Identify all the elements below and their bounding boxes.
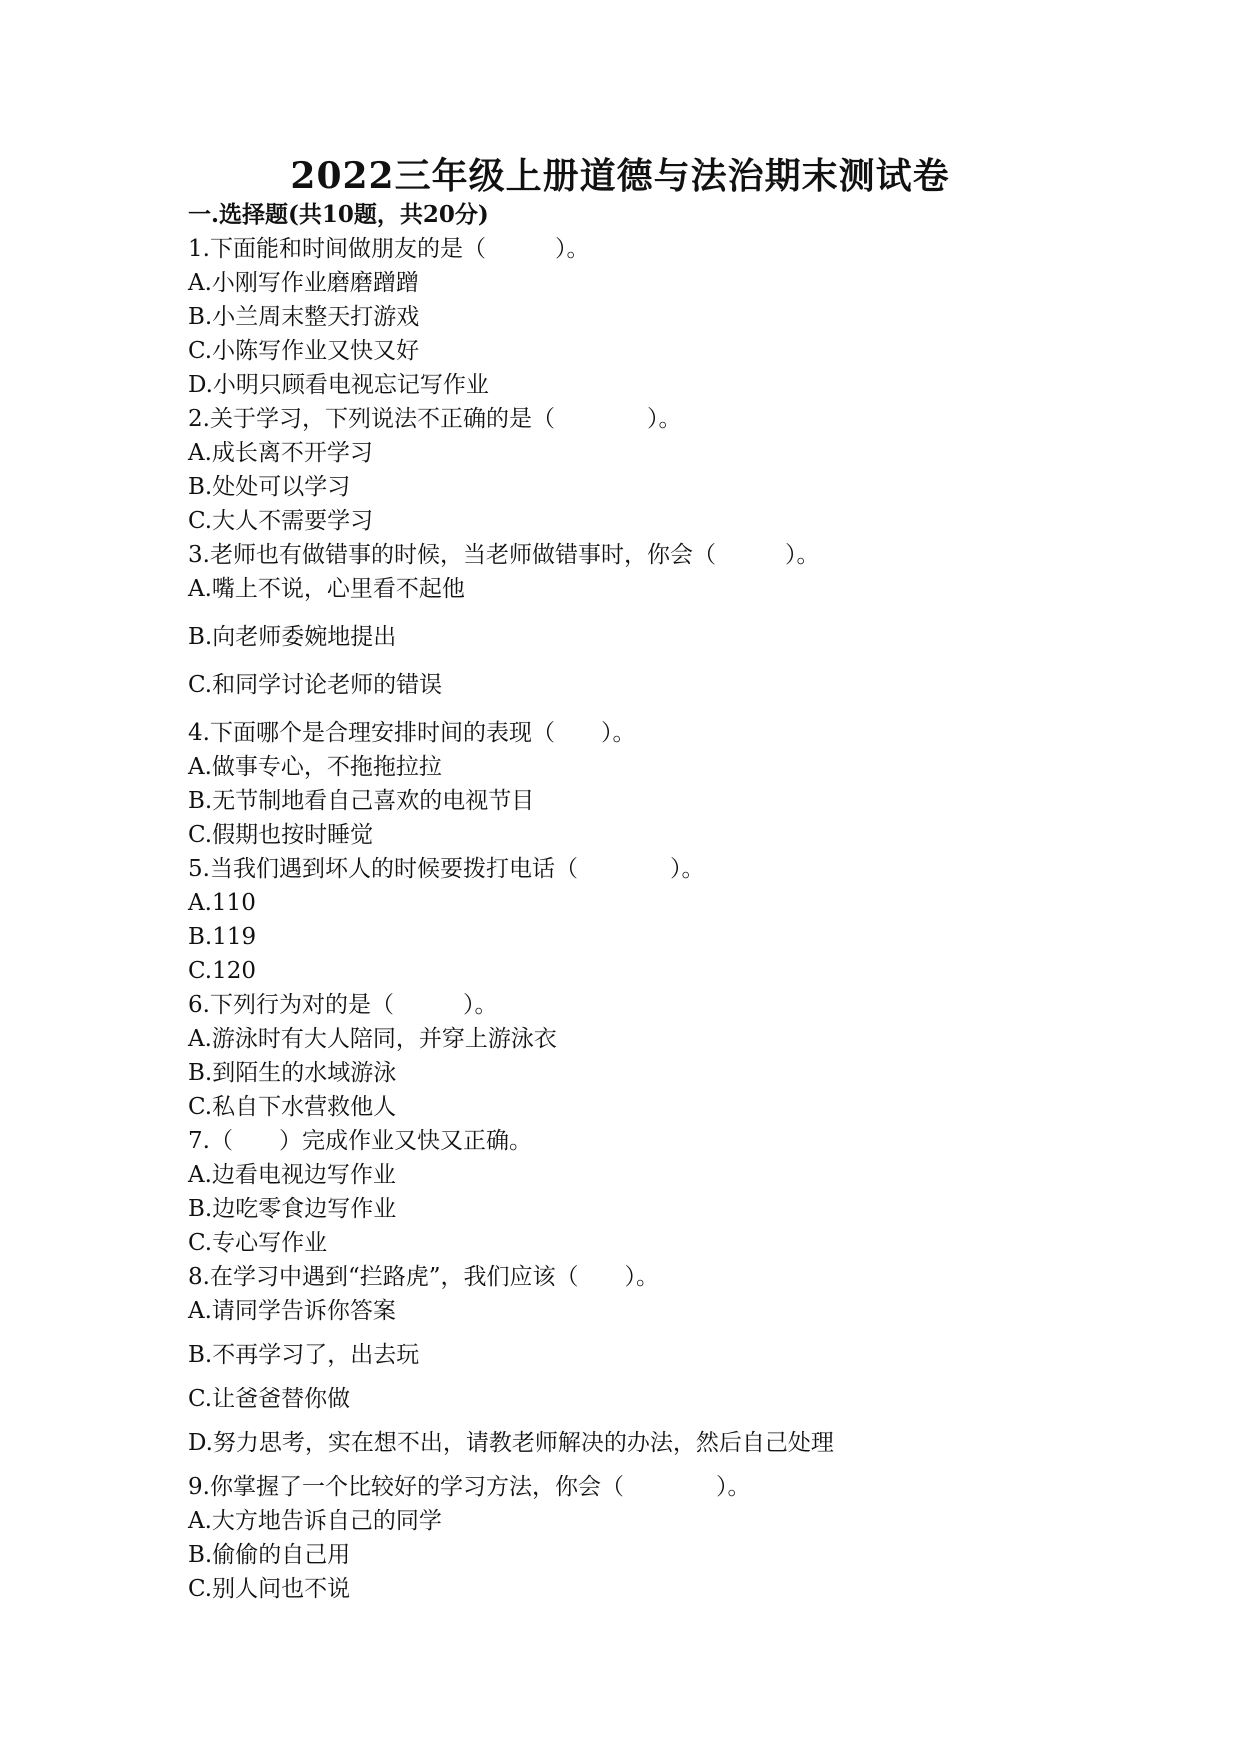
question-stem: 2.关于学习，下列说法不正确的是（ ）。	[188, 406, 682, 432]
question-stem: 7.（ ）完成作业又快又正确。	[188, 1128, 532, 1154]
exam-title: 2022三年级上册道德与法治期末测试卷	[290, 155, 950, 197]
answer-option: A.110	[188, 890, 256, 916]
question-stem: 9.你掌握了一个比较好的学习方法，你会（ ）。	[188, 1474, 751, 1500]
answer-option: A.大方地告诉自己的同学	[188, 1508, 442, 1534]
answer-option: C.假期也按时睡觉	[188, 822, 374, 848]
answer-option: C.私自下水营救他人	[188, 1094, 397, 1120]
answer-option: C.和同学讨论老师的错误	[188, 672, 443, 698]
answer-option: A.边看电视边写作业	[188, 1162, 396, 1188]
answer-option: B.无节制地看自己喜欢的电视节目	[188, 788, 535, 814]
answer-option: C.专心写作业	[188, 1230, 328, 1256]
answer-option: A.做事专心，不拖拖拉拉	[188, 754, 442, 780]
section-heading: 一.选择题(共10题，共20分)	[188, 201, 489, 228]
answer-option: B.偷偷的自己用	[188, 1542, 351, 1568]
question-stem: 5.当我们遇到坏人的时候要拨打电话（ ）。	[188, 856, 705, 882]
answer-option: D.小明只顾看电视忘记写作业	[188, 372, 489, 398]
answer-option: A.小刚写作业磨磨蹭蹭	[188, 270, 419, 296]
answer-option: B.处处可以学习	[188, 474, 351, 500]
answer-option: B.119	[188, 924, 257, 950]
question-stem: 4.下面哪个是合理安排时间的表现（ ）。	[188, 720, 636, 746]
answer-option: C.让爸爸替你做	[188, 1386, 351, 1412]
answer-option: A.成长离不开学习	[188, 440, 373, 466]
question-stem: 3.老师也有做错事的时候，当老师做错事时，你会（ ）。	[188, 542, 820, 568]
answer-option: C.120	[188, 958, 256, 984]
answer-option: A.请同学告诉你答案	[188, 1298, 396, 1324]
answer-option: B.小兰周末整天打游戏	[188, 304, 420, 330]
exam-content	[188, 198, 1188, 1606]
answer-option: B.到陌生的水域游泳	[188, 1060, 397, 1086]
answer-option: D.努力思考，实在想不出，请教老师解决的办法，然后自己处理	[188, 1430, 834, 1456]
answer-option: B.不再学习了，出去玩	[188, 1342, 420, 1368]
answer-option: C.别人问也不说	[188, 1576, 351, 1602]
answer-option: C.大人不需要学习	[188, 508, 374, 534]
answer-option: B.边吃零食边写作业	[188, 1196, 397, 1222]
question-stem: 8.在学习中遇到“拦路虎”，我们应该（ ）。	[188, 1264, 659, 1290]
question-stem: 6.下列行为对的是（ ）。	[188, 992, 498, 1018]
answer-option: A.嘴上不说，心里看不起他	[188, 576, 465, 602]
answer-option: C.小陈写作业又快又好	[188, 338, 420, 364]
answer-option: B.向老师委婉地提出	[188, 624, 397, 650]
answer-option: A.游泳时有大人陪同，并穿上游泳衣	[188, 1026, 557, 1052]
question-stem: 1.下面能和时间做朋友的是（ ）。	[188, 236, 590, 262]
